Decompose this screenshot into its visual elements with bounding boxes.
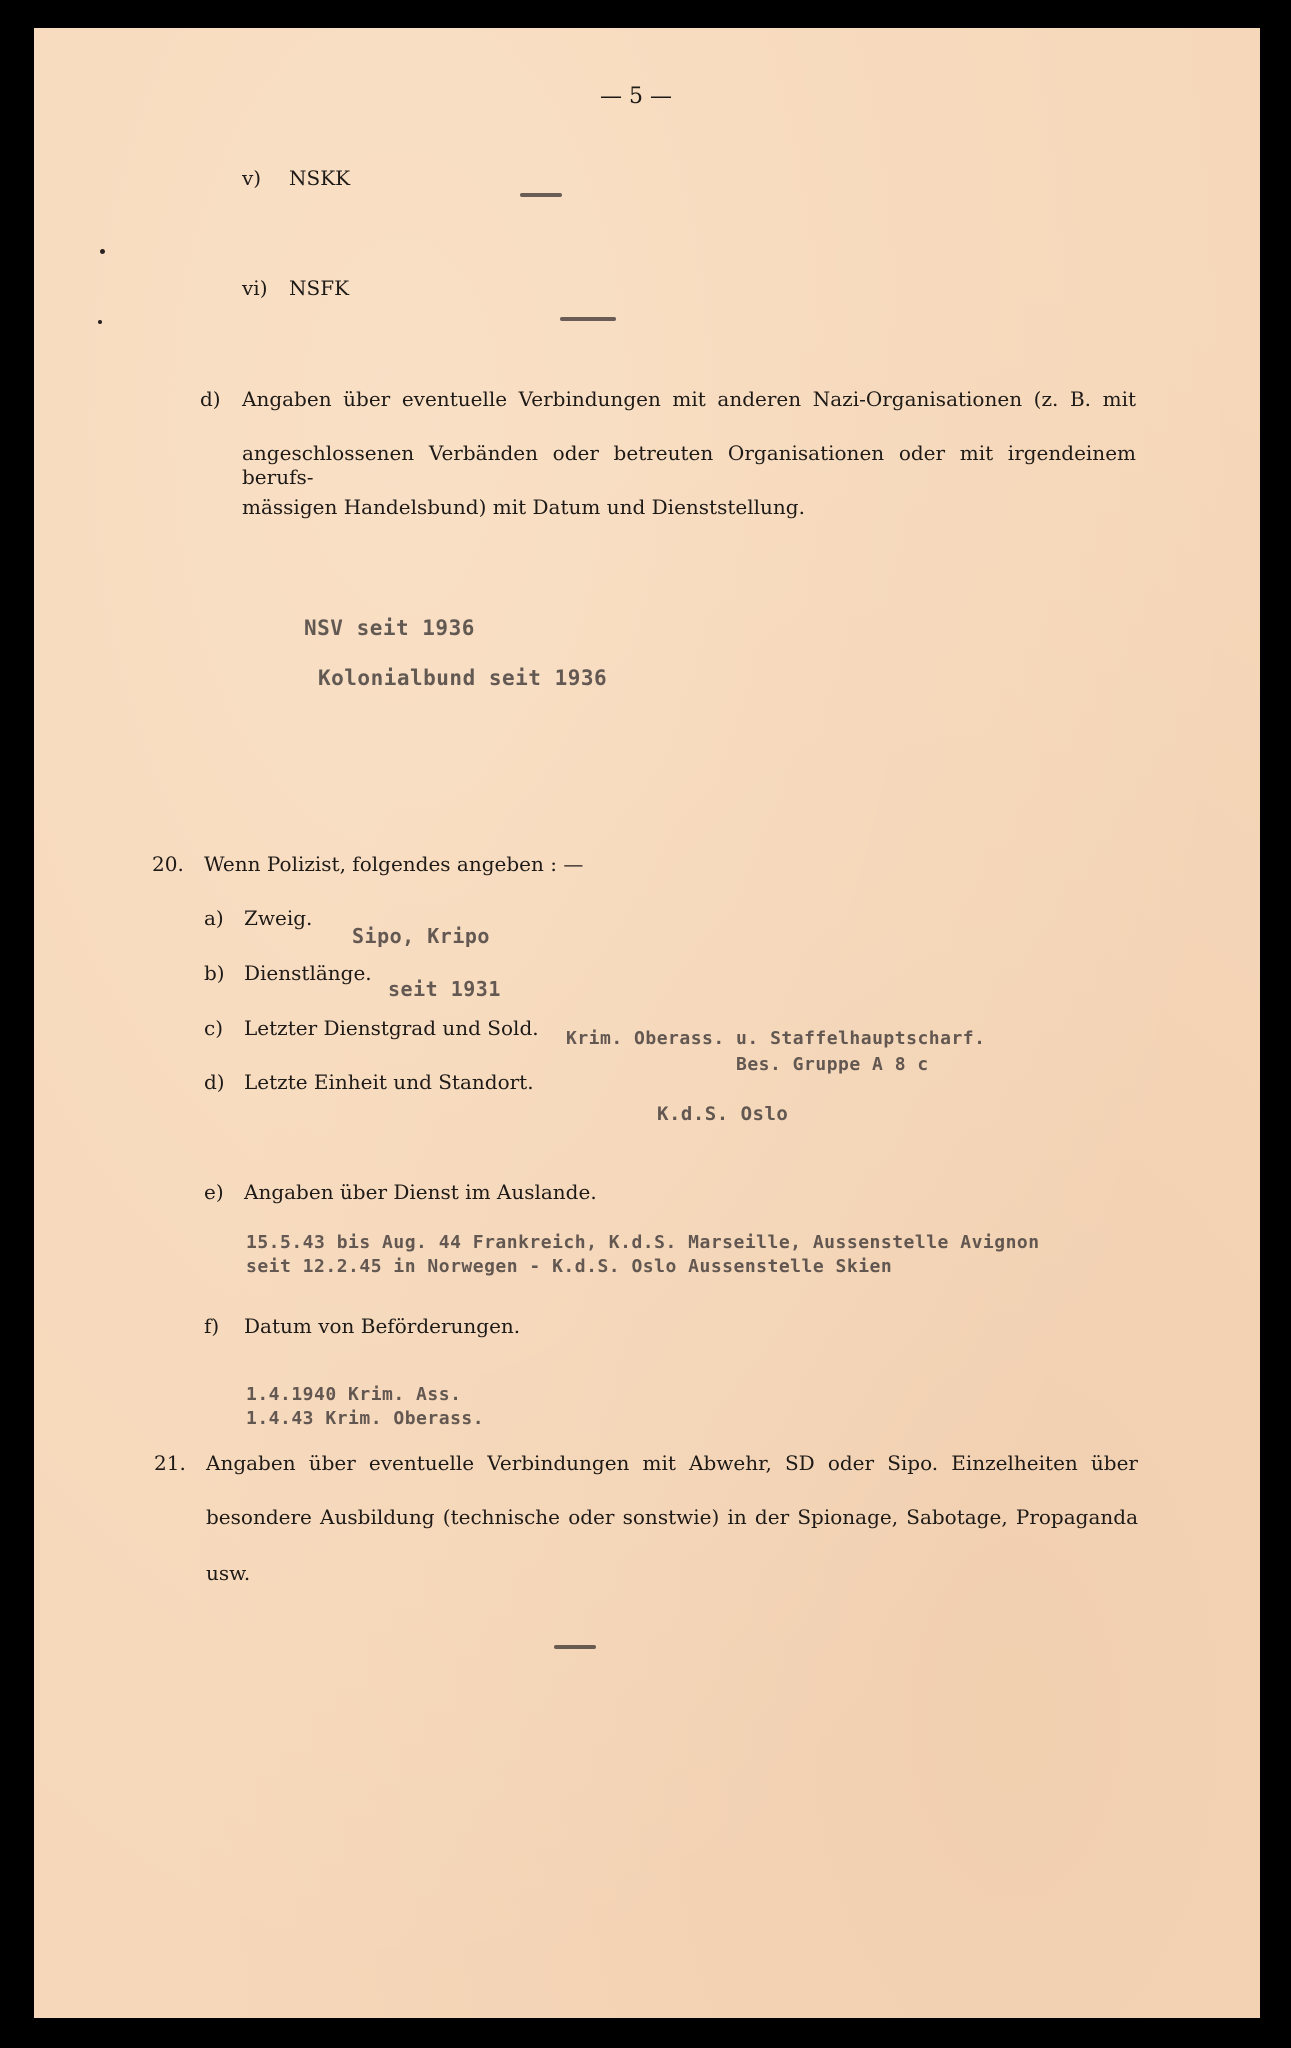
- item-21-line-3: usw.: [206, 1561, 251, 1585]
- item-20-number: 20.: [152, 852, 184, 876]
- item-21-line-1: Angaben über eventuelle Verbindungen mit Abwehr, SD oder Sipo. Einzelheiten über: [206, 1451, 1138, 1475]
- typed-answer-dienstlaenge: seit 1931: [388, 977, 501, 1001]
- punch-hole-mark: [98, 320, 102, 324]
- typed-answer-befoerderung-2: 1.4.43 Krim. Oberass.: [246, 1408, 485, 1429]
- item-20c-text: Letzter Dienstgrad und Sold.: [244, 1016, 539, 1040]
- item-20e-text: Angaben über Dienst im Auslande.: [244, 1180, 597, 1204]
- typed-answer-dienstgrad-2: Bes. Gruppe A 8 c: [736, 1054, 929, 1075]
- item-20d-text: Letzte Einheit und Standort.: [244, 1070, 534, 1094]
- dash-mark: [554, 1645, 596, 1649]
- typed-answer-befoerderung-1: 1.4.1940 Krim. Ass.: [246, 1384, 462, 1405]
- item-v-text: NSKK: [289, 166, 351, 190]
- item-d-line-2: angeschlossenen Verbänden oder betreuten Organisationen oder mit irgendeinem berufs-: [242, 441, 1136, 489]
- item-21-line-2: besondere Ausbildung (technische oder sonstwie) in der Spionage, Sabotage, Propaganda: [206, 1505, 1138, 1529]
- typed-answer-nsv: NSV seit 1936: [304, 616, 475, 640]
- dash-mark: [520, 193, 562, 197]
- typed-answer-einheit: K.d.S. Oslo: [657, 1103, 789, 1125]
- punch-hole-mark: [100, 249, 105, 254]
- typed-answer-kolonialbund: Kolonialbund seit 1936: [318, 666, 608, 690]
- item-20a-text: Zweig.: [244, 906, 313, 930]
- typed-answer-ausland-1: 15.5.43 bis Aug. 44 Frankreich, K.d.S. Marseille, Aussenstelle Avignon: [246, 1232, 1040, 1253]
- item-21-number: 21.: [154, 1451, 186, 1475]
- item-v-label: v): [242, 166, 262, 190]
- typed-answer-dienstgrad-1: Krim. Oberass. u. Staffelhauptscharf.: [566, 1028, 986, 1049]
- item-vi-text: NSFK: [289, 276, 350, 300]
- item-20-heading: Wenn Polizist, folgendes angeben : —: [204, 852, 584, 876]
- page-number: — 5 —: [600, 84, 672, 109]
- item-20e-label: e): [204, 1180, 224, 1204]
- dash-mark: [560, 317, 616, 321]
- item-20d-label: d): [204, 1070, 225, 1094]
- item-20b-text: Dienstlänge.: [244, 961, 372, 985]
- item-20a-label: a): [204, 906, 224, 930]
- item-d-line-1: Angaben über eventuelle Verbindungen mit anderen Nazi-Organisationen (z. B. mit: [242, 387, 1136, 411]
- item-20c-label: c): [204, 1016, 224, 1040]
- typed-answer-zweig: Sipo, Kripo: [352, 924, 490, 948]
- item-vi-label: vi): [242, 276, 268, 300]
- item-20b-label: b): [204, 961, 225, 985]
- item-d-line-3: mässigen Handelsbund) mit Datum und Dienststellung.: [242, 495, 805, 519]
- item-d-label: d): [200, 387, 221, 411]
- item-20f-label: f): [204, 1314, 220, 1338]
- item-20f-text: Datum von Beförderungen.: [244, 1314, 521, 1338]
- typed-answer-ausland-2: seit 12.2.45 in Norwegen - K.d.S. Oslo Aussenstelle Skien: [246, 1256, 893, 1277]
